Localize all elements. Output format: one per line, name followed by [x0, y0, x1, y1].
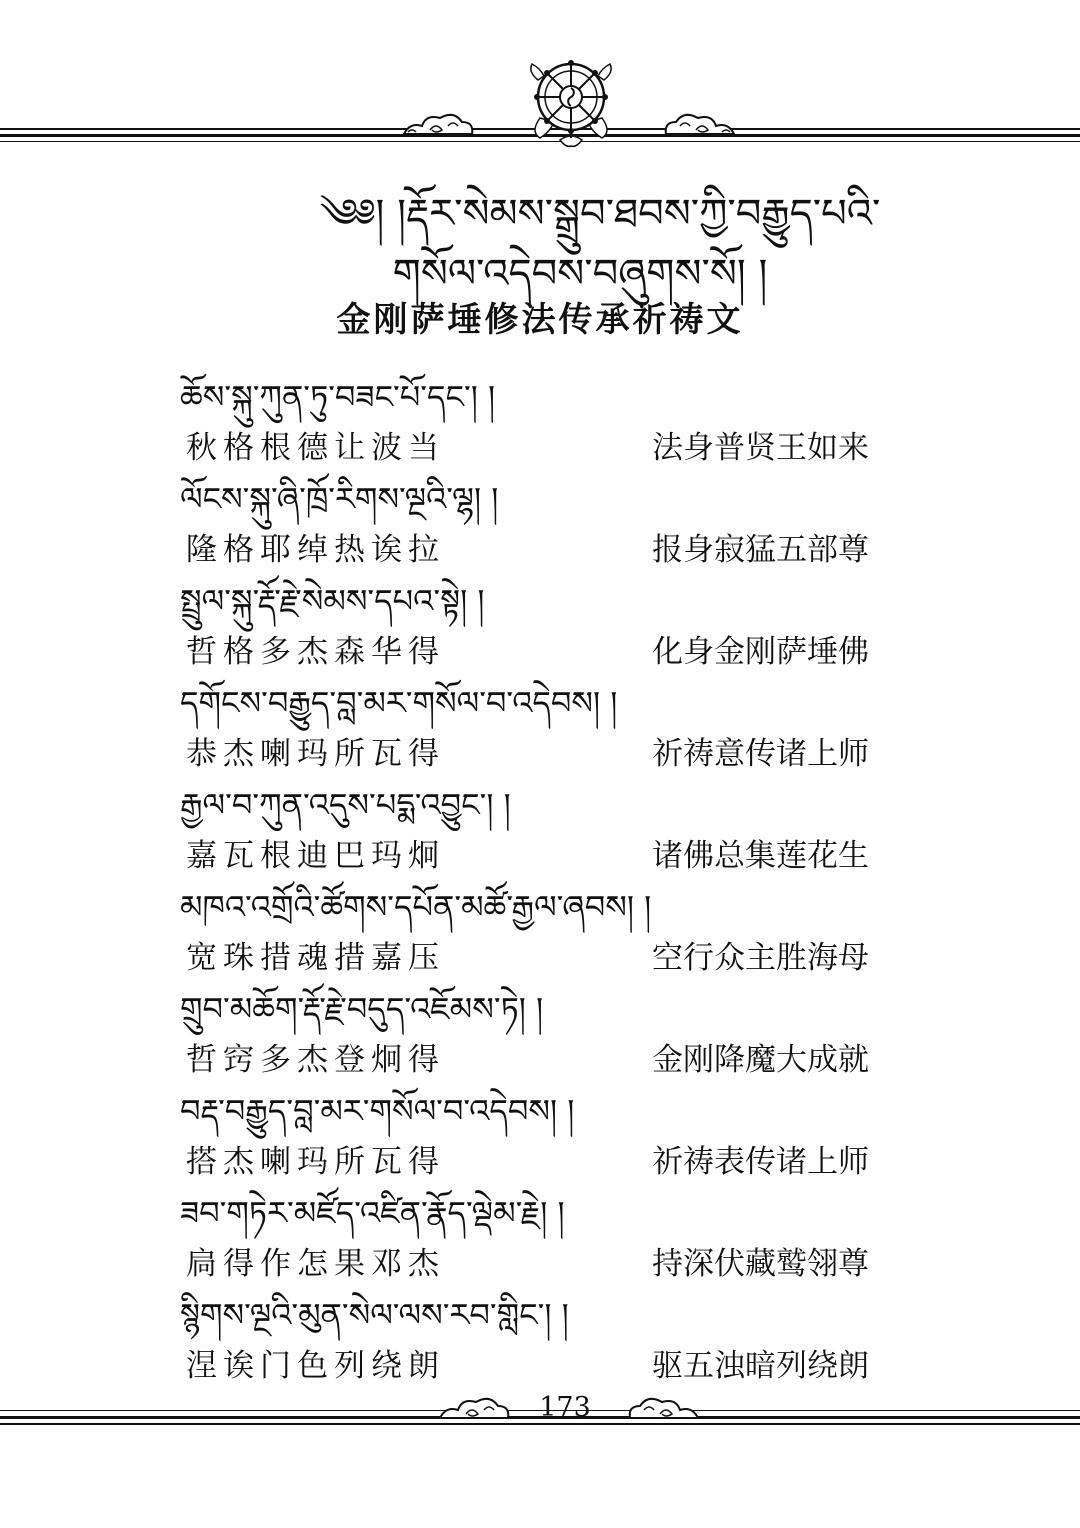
translation-text: 驱五浊暗列绕朗: [652, 1348, 869, 1384]
cloud-ornament-icon: [400, 108, 476, 140]
page-number: 173: [539, 1392, 591, 1423]
phonetic-text: 哲窍多杰登炯得: [186, 1042, 445, 1078]
verse-row: [184, 524, 904, 576]
phonetic-text: 哲格多杰森华得: [186, 634, 445, 670]
translation-text: 诸佛总集莲花生: [652, 838, 869, 874]
phonetic-text: 恭杰喇玛所瓦得: [186, 736, 445, 772]
verse-row: [184, 728, 904, 780]
phonetic-text: 搭杰喇玛所瓦得: [186, 1144, 445, 1180]
tibetan-line: ཟབ་གཏེར་མཛོད་འཛིན་རྣོད་ལྡེམ་རྗེ། །: [180, 1194, 565, 1232]
translation-text: 金刚降魔大成就: [652, 1042, 869, 1078]
verse-block: [180, 576, 904, 678]
tibetan-line: སྙིགས་ལྔའི་མུན་སེལ་ལས་རབ་གླིང་། །: [180, 1296, 569, 1334]
verse-row: [184, 422, 904, 474]
tibetan-line: བརྡ་བརྒྱུད་བླ་མར་གསོལ་བ་འདེབས། །: [180, 1092, 575, 1130]
translation-text: 化身金刚萨埵佛: [652, 634, 869, 670]
phonetic-text: 秋格根德让波当: [186, 430, 445, 466]
verse-block: [180, 984, 904, 1086]
phonetic-text: 隆格耶绰热诶拉: [186, 532, 445, 568]
verse-row: [184, 932, 904, 984]
page-title: 金刚萨埵修法传承祈祷文: [336, 300, 744, 340]
title-tibetan-line2: གསོལ་འདེབས་བཞུགས་སོ། །: [392, 251, 768, 297]
phonetic-text: 涅诶门色列绕朗: [186, 1348, 445, 1384]
tibetan-line: དགོངས་བརྒྱུད་བླ་མར་གསོལ་བ་འདེབས། །: [180, 684, 618, 722]
dharma-wheel-icon: [526, 52, 616, 152]
title-tibetan-line1: ༄༅། །རྡོར་སེམས་སྒྲུབ་ཐབས་ཀྱི་བརྒྱུད་པའི་: [319, 191, 881, 237]
verse-row: [184, 1034, 904, 1086]
verse-row: [184, 1340, 904, 1392]
translation-text: 空行众主胜海母: [652, 940, 869, 976]
verse-block: [180, 372, 904, 474]
verse-block: [180, 678, 904, 780]
phonetic-text: 扃得作怎果邓杰: [186, 1246, 445, 1282]
phonetic-text: 宽珠措魂措嘉压: [186, 940, 445, 976]
verse-block: [180, 1290, 904, 1392]
tibetan-line: མཁའ་འགྲོའི་ཚོགས་དཔོན་མཚོ་རྒྱལ་ཞབས། །: [180, 888, 652, 926]
translation-text: 法身普贤王如来: [652, 430, 869, 466]
tibetan-line: སྤྲུལ་སྐུ་རྡོ་རྗེ་སེམས་དཔའ་སྟེ། །: [180, 582, 485, 620]
cloud-ornament-icon: [662, 108, 738, 140]
translation-text: 祈祷意传诸上师: [652, 736, 869, 772]
tibetan-line: ལོངས་སྐུ་ཞི་ཁྲོ་རིགས་ལྔའི་ལྷ། །: [180, 480, 499, 518]
verse-block: [180, 1188, 904, 1290]
verse-block: [180, 780, 904, 882]
tibetan-line: རྒྱལ་བ་ཀུན་འདུས་པདྨ་འབྱུང་། །: [180, 786, 511, 824]
translation-text: 报身寂猛五部尊: [652, 532, 869, 568]
verse-row: [184, 830, 904, 882]
tibetan-line: ཆོས་སྐུ་ཀུན་ཏུ་བཟང་པོ་དང་། །: [180, 378, 496, 416]
tibetan-line: གྲུབ་མཆོག་རྡོ་རྗེ་བདུད་འཇོམས་ཏེ། །: [180, 990, 544, 1028]
translation-text: 祈祷表传诸上师: [652, 1144, 869, 1180]
verse-block: [180, 882, 904, 984]
phonetic-text: 嘉瓦根迪巴玛炯: [186, 838, 445, 874]
translation-text: 持深伏藏鹫翎尊: [652, 1246, 869, 1282]
verse-row: [184, 1238, 904, 1290]
verse-block: [180, 1086, 904, 1188]
verse-row: [184, 626, 904, 678]
verse-row: [184, 1136, 904, 1188]
verse-block: [180, 474, 904, 576]
